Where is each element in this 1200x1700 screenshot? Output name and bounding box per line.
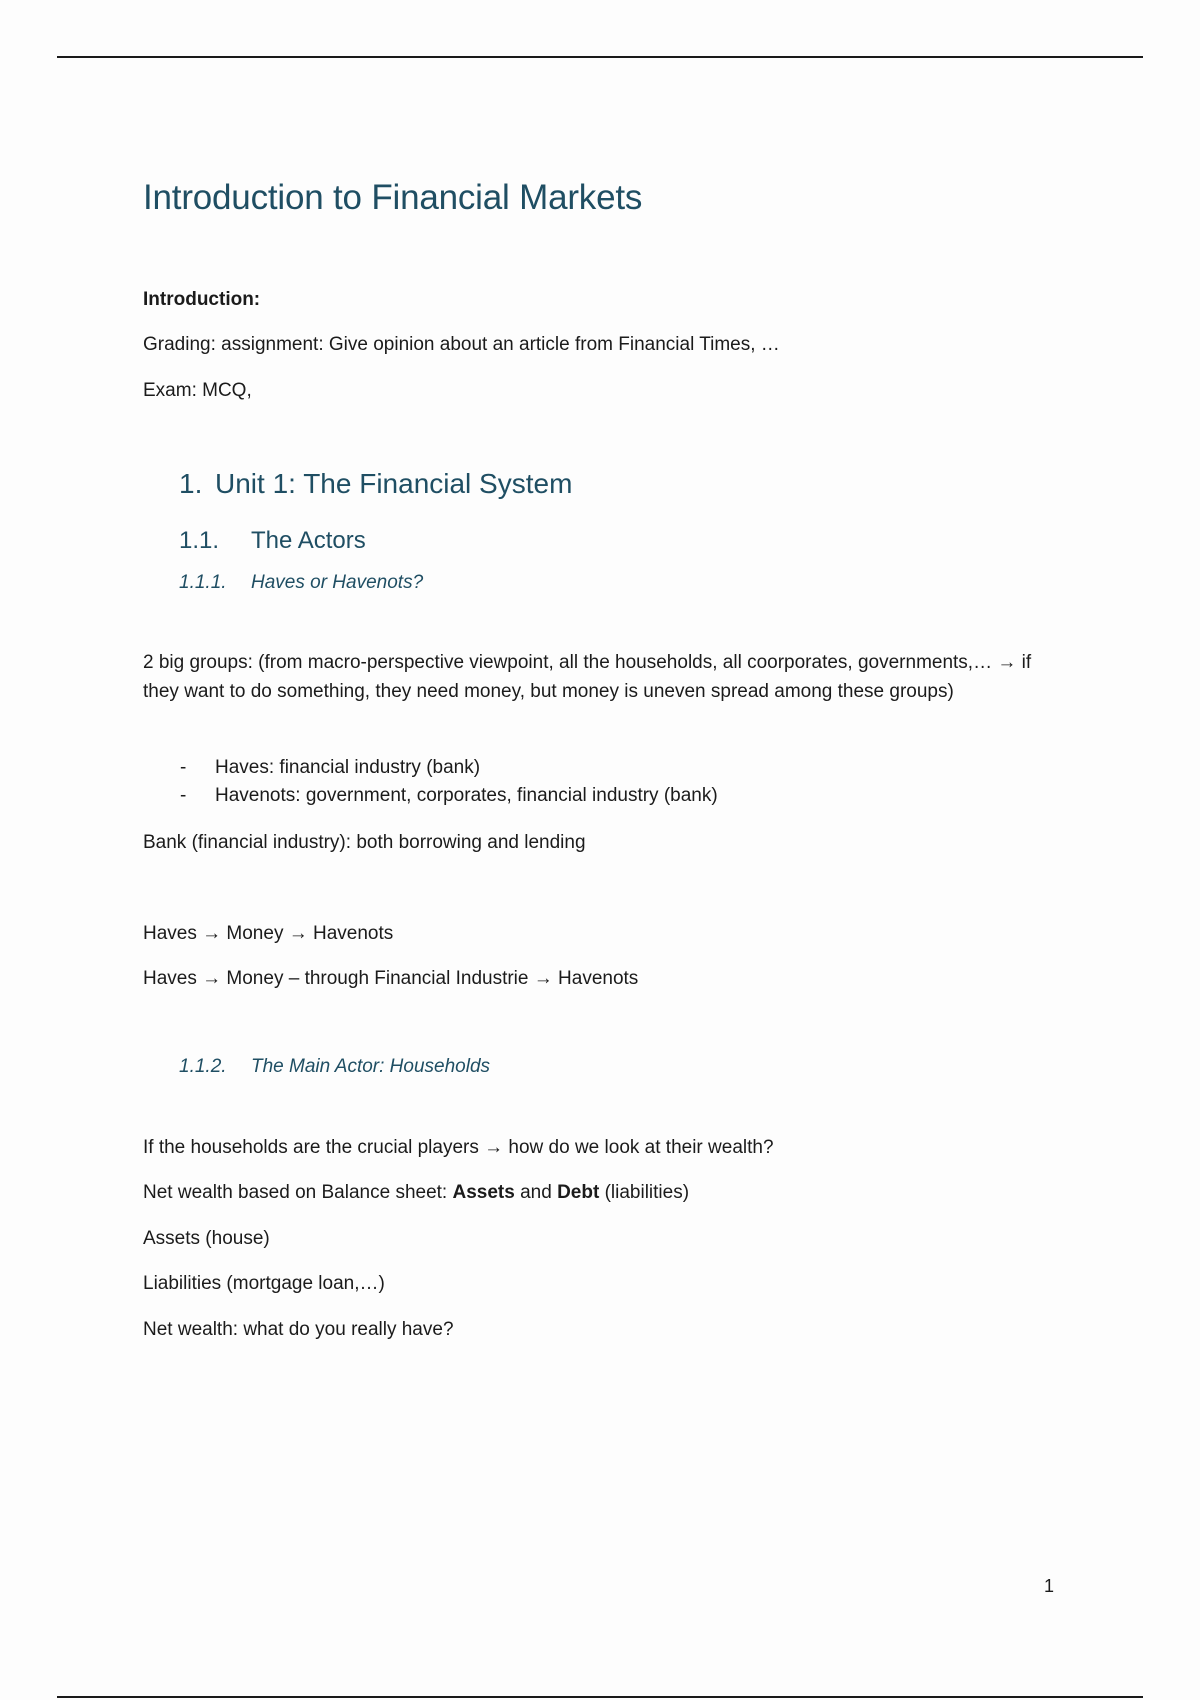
heading-number: 1.1. [179,527,220,554]
liabilities-line: Liabilities (mortgage loan,…) [143,1273,385,1294]
document-title: Introduction to Financial Markets [143,178,643,217]
heading-1-1 [179,527,366,555]
heading-number: 1.1.2. [179,1056,227,1077]
exam-line: Exam: MCQ, [143,380,252,401]
list-item [143,782,1063,810]
heading-text: The Main Actor: Households [251,1056,491,1077]
assets-line: Assets (house) [143,1228,270,1249]
heading-text: Haves or Havenots? [251,572,424,593]
flow-line-1: Haves → Money → Havenots [143,923,394,944]
heading-number: 1. [179,468,203,499]
heading-text: Unit 1: The Financial System [215,468,573,499]
heading-1-1-1 [179,572,423,594]
list-item [143,754,1063,782]
net-wealth-prefix: Net wealth based on Balance sheet: [143,1182,453,1203]
groups-paragraph: 2 big groups: (from macro-perspective viewpoint, all the households, all coorporates, governments,… → if they want to do something, they need money, but money is uneven spread among these groups) [143,652,1032,702]
assets-term: Assets [452,1182,515,1203]
footer-rule [57,1696,1143,1698]
households-question: If the households are the crucial players → how do we look at their wealth? [143,1137,774,1158]
heading-unit-1 [179,468,572,500]
header-rule [57,56,1143,58]
flow-line-2: Haves → Money – through Financial Industrie → Havenots [143,968,639,989]
net-wealth-suffix: (liabilities) [599,1182,690,1203]
heading-1-1-2 [179,1056,490,1078]
actors-list [143,754,1063,810]
page-number: 1 [1044,1576,1055,1596]
net-wealth-question: Net wealth: what do you really have? [143,1319,454,1340]
debt-term: Debt [557,1182,600,1203]
heading-number: 1.1.1. [179,572,227,593]
list-item-text: Havenots: government, corporates, financial industry (bank) [215,785,718,806]
grading-line: Grading: assignment: Give opinion about an article from Financial Times, … [143,334,780,355]
bank-line: Bank (financial industry): both borrowing and lending [143,832,586,853]
bullet-dash: - [180,785,187,806]
intro-label: Introduction: [143,289,261,310]
net-wealth-and: and [514,1182,558,1203]
list-item-text: Haves: financial industry (bank) [215,757,481,778]
heading-text: The Actors [251,527,366,554]
bullet-dash: - [180,757,187,778]
net-wealth-line [143,1178,689,1207]
